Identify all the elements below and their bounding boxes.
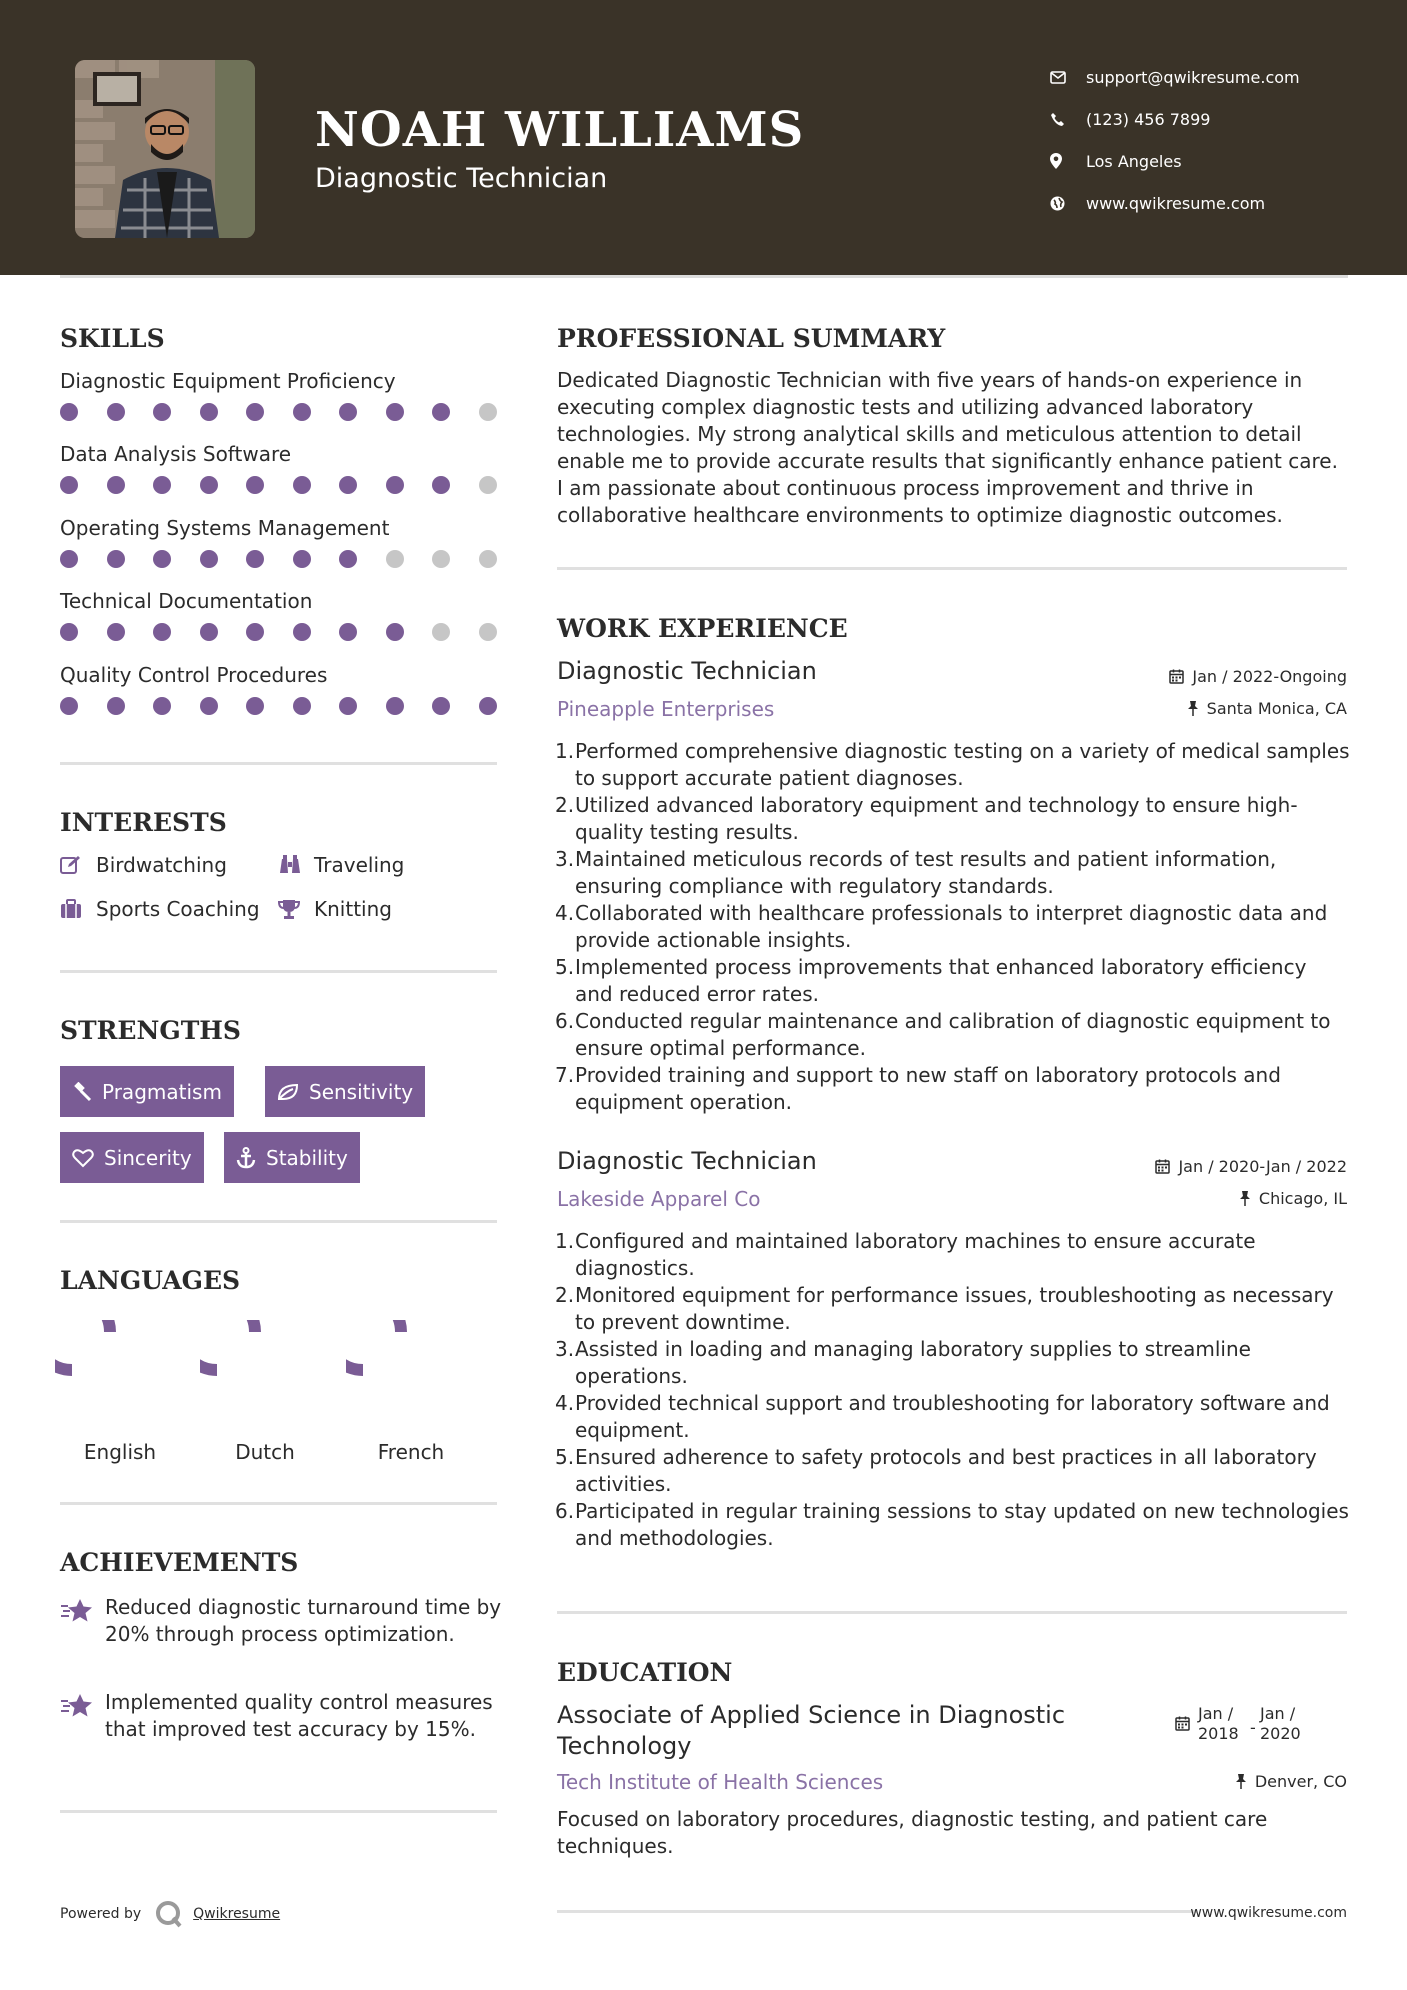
pushpin-icon (1187, 701, 1199, 716)
pushpin-icon (1239, 1191, 1251, 1206)
language-item (346, 1320, 476, 1464)
phone-icon (1050, 108, 1086, 130)
job-dates-text: Jan / 2020-Jan / 2022 (1178, 1157, 1347, 1176)
heart-icon (72, 1148, 94, 1168)
skill-dot (107, 623, 125, 641)
powered-by (60, 1900, 280, 1928)
trophy-icon (278, 899, 314, 919)
language-proficiency-arc (55, 1320, 110, 1370)
duty-item: 6. Participated in regular training sessions to stay updated on new technologies and methodologies. (555, 1499, 1349, 1550)
achievement-text: Implemented quality control measures that improved test accuracy by 15%. (105, 1690, 493, 1741)
skill-dot (246, 403, 264, 421)
skill-dot (479, 623, 497, 641)
duty-item: 2. Utilized advanced laboratory equipment and technology to ensure high-quality testing results. (555, 793, 1298, 844)
skill-dot (200, 697, 218, 715)
language-ring (200, 1320, 330, 1420)
degree-title: Associate of Applied Science in Diagnostic Technology (557, 1701, 1066, 1760)
interest-label: Traveling (314, 853, 405, 877)
language-proficiency-arc (346, 1320, 401, 1370)
skill-dot (432, 623, 450, 641)
language-item (55, 1320, 185, 1464)
skill-dot (107, 697, 125, 715)
experience-heading: WORK EXPERIENCE (557, 614, 848, 643)
duty-item: 4. Provided technical support and troubleshooting for laboratory software and equipment. (555, 1391, 1330, 1442)
skill-dot (107, 550, 125, 568)
candidate-name: NOAH WILLIAMS (315, 102, 805, 158)
job-duties (555, 738, 1350, 1116)
skill-dot (200, 403, 218, 421)
skill-dot (293, 476, 311, 494)
skill-dot (386, 550, 404, 568)
skill-rating (60, 403, 500, 421)
header-divider (60, 275, 1348, 278)
strengths-heading: STRENGTHS (60, 1016, 241, 1045)
skill-dot (153, 476, 171, 494)
skill-rating (60, 476, 500, 494)
language-name: French (377, 1440, 445, 1464)
languages-heading: LANGUAGES (60, 1266, 241, 1295)
skill-dot (432, 550, 450, 568)
calendar-icon (1155, 1159, 1170, 1174)
language-name: English (83, 1440, 157, 1464)
education-heading: EDUCATION (557, 1658, 733, 1687)
language-item (200, 1320, 330, 1464)
skill-dot (153, 403, 171, 421)
skill-name: Technical Documentation (60, 589, 313, 613)
skill-dot (293, 697, 311, 715)
strength-label: Pragmatism (102, 1079, 222, 1104)
job-duties (555, 1228, 1350, 1552)
skill-dot (246, 697, 264, 715)
skill-item (60, 369, 500, 421)
job-dates (1169, 667, 1347, 686)
company-name: Pineapple Enterprises (557, 697, 775, 721)
contact-email-text: support@qwikresume.com (1086, 67, 1300, 87)
summary-heading: PROFESSIONAL SUMMARY (557, 324, 946, 353)
globe-icon (1050, 192, 1086, 214)
skill-dot (432, 403, 450, 421)
skill-dot (293, 403, 311, 421)
skill-dot (153, 550, 171, 568)
skill-dot (153, 697, 171, 715)
contact-website-text: www.qwikresume.com (1086, 193, 1266, 213)
skill-dot (386, 403, 404, 421)
achievement-item (60, 1594, 510, 1648)
skill-dot (107, 476, 125, 494)
job-location (1239, 1189, 1347, 1208)
edit-icon (60, 855, 96, 875)
strength-label: Stability (266, 1145, 348, 1170)
skill-rating (60, 623, 500, 641)
skill-dot (200, 476, 218, 494)
language-name: Dutch (235, 1440, 295, 1464)
skill-item (60, 516, 500, 568)
interest-item (60, 853, 227, 877)
contact-phone-text: (123) 456 7899 (1086, 109, 1211, 129)
skill-dot (339, 403, 357, 421)
strength-tag (224, 1132, 360, 1183)
duty-item: 5. Implemented process improvements that enhanced laboratory efficiency and reduced error rates. (555, 955, 1307, 1006)
skill-dot (386, 697, 404, 715)
language-ring (55, 1320, 185, 1420)
duty-item: 5. Ensured adherence to safety protocols and best practices in all laboratory activities. (555, 1445, 1317, 1496)
contact-phone[interactable] (1050, 98, 1300, 140)
strength-tag (60, 1066, 234, 1117)
section-divider (60, 1502, 497, 1505)
interest-item (278, 897, 392, 921)
skill-dot (246, 550, 264, 568)
skill-item (60, 589, 500, 641)
achievement-item (60, 1689, 510, 1743)
skill-dot (60, 476, 78, 494)
interest-label: Birdwatching (96, 853, 227, 877)
envelope-icon (1050, 66, 1086, 88)
interest-item (60, 897, 260, 921)
skill-dot (200, 623, 218, 641)
achievement-text: Reduced diagnostic turnaround time by 20% through process optimization. (105, 1595, 502, 1646)
skill-dot (479, 476, 497, 494)
contact-location (1050, 140, 1300, 182)
duty-item: 6. Conducted regular maintenance and calibration of diagnostic equipment to ensure optimal performance. (555, 1009, 1331, 1060)
interest-label: Knitting (314, 897, 392, 921)
skill-item (60, 442, 500, 494)
education-location-text: Denver, CO (1254, 1772, 1347, 1791)
anchor-icon (236, 1147, 256, 1169)
school-name: Tech Institute of Health Sciences (557, 1770, 884, 1794)
skill-dot (200, 550, 218, 568)
education-dates: Jan / 2018 - Jan / 2020 (1175, 1704, 1312, 1744)
job-dates-text: Jan / 2022-Ongoing (1192, 667, 1347, 686)
skill-dot (60, 550, 78, 568)
skill-dot (386, 476, 404, 494)
binoculars-icon (278, 855, 314, 875)
skill-name: Diagnostic Equipment Proficiency (60, 369, 396, 393)
duty-item: 3. Assisted in loading and managing laboratory supplies to streamline operations. (555, 1337, 1251, 1388)
education-start: Jan / 2018 (1198, 1704, 1239, 1743)
job-title: Diagnostic Technician (557, 1147, 817, 1175)
job-location-text: Chicago, IL (1258, 1189, 1347, 1208)
star-icon (60, 1594, 105, 1648)
strength-label: Sensitivity (309, 1079, 414, 1104)
summary-text: Dedicated Diagnostic Technician with five years of hands-on experience in executing complex diagnostic tests and utilizing advanced laboratory technologies. My strong analytical skills and meticulous attention to detail enable me to provide accurate results that significantly enhance patient care. I am passionate about continuous process improvement and thrive in collaborative healthcare environments to optimize diagnostic outcomes. (557, 368, 1338, 527)
job-location-text: Santa Monica, CA (1206, 699, 1347, 718)
contact-location-text: Los Angeles (1086, 151, 1182, 171)
skill-dot (153, 623, 171, 641)
duty-item: 4. Collaborated with healthcare professionals to interpret diagnostic data and provide actionable insights. (555, 901, 1328, 952)
skill-dot (479, 403, 497, 421)
duty-item: 2. Monitored equipment for performance issues, troubleshooting as necessary to prevent downtime. (555, 1283, 1334, 1334)
briefcase-icon (60, 899, 96, 919)
skill-dot (339, 550, 357, 568)
duty-item: 1. Performed comprehensive diagnostic testing on a variety of medical samples to support accurate patient diagnoses. (555, 739, 1350, 790)
skill-dot (386, 623, 404, 641)
candidate-title: Diagnostic Technician (315, 163, 608, 194)
skill-dot (246, 623, 264, 641)
skill-dot (60, 697, 78, 715)
interest-label: Sports Coaching (96, 897, 260, 921)
duty-item: 7. Provided training and support to new staff on laboratory protocols and equipment operation. (555, 1063, 1281, 1114)
skill-item (60, 663, 500, 715)
footer-divider (557, 1910, 1197, 1913)
section-divider (60, 1810, 497, 1813)
calendar-icon (1175, 1704, 1190, 1744)
section-divider (60, 970, 497, 973)
footer-website[interactable]: www.qwikresume.com (1190, 1905, 1347, 1921)
job-dates (1155, 1157, 1347, 1176)
skill-rating (60, 697, 500, 715)
skill-name: Quality Control Procedures (60, 663, 328, 687)
skill-dot (60, 403, 78, 421)
contact-email[interactable] (1050, 56, 1300, 98)
skill-dot (432, 476, 450, 494)
contact-website[interactable] (1050, 182, 1300, 224)
language-ring (346, 1320, 476, 1420)
skill-dot (479, 697, 497, 715)
skill-rating (60, 550, 500, 568)
skill-dot (293, 550, 311, 568)
star-icon (60, 1689, 105, 1743)
skill-dot (432, 697, 450, 715)
section-divider (60, 1220, 497, 1223)
pushpin-icon (1235, 1774, 1247, 1789)
duty-item: 3. Maintained meticulous records of test results and patient information, ensuring compliance with regulatory standards. (555, 847, 1277, 898)
strength-tag (60, 1132, 204, 1183)
job-location (1187, 699, 1347, 718)
section-divider (60, 762, 497, 765)
resume-header (0, 0, 1407, 275)
company-name: Lakeside Apparel Co (557, 1187, 761, 1211)
profile-photo (75, 60, 255, 238)
skill-name: Data Analysis Software (60, 442, 292, 466)
skill-dot (246, 476, 264, 494)
job-title: Diagnostic Technician (557, 657, 817, 685)
strength-tag (265, 1066, 425, 1117)
skill-dot (293, 623, 311, 641)
skill-dot (479, 550, 497, 568)
interest-item (278, 853, 404, 877)
skill-dot (339, 476, 357, 494)
strength-label: Sincerity (104, 1145, 192, 1170)
map-pin-icon (1050, 150, 1086, 172)
education-description: Focused on laboratory procedures, diagnostic testing, and patient care techniques. (557, 1807, 1268, 1858)
skill-dot (339, 697, 357, 715)
language-proficiency-arc (200, 1320, 255, 1370)
duty-item: 1. Configured and maintained laboratory machines to ensure accurate diagnostics. (555, 1229, 1256, 1280)
skill-dot (107, 403, 125, 421)
education-location (1235, 1772, 1347, 1791)
qwikresume-logo-icon (155, 1900, 183, 1928)
gavel-icon (72, 1082, 92, 1102)
education-end: Jan / 2020 (1260, 1704, 1301, 1743)
calendar-icon (1169, 669, 1184, 684)
skill-dot (339, 623, 357, 641)
section-divider (557, 567, 1347, 570)
achievements-heading: ACHIEVEMENTS (60, 1548, 299, 1577)
qwikresume-link[interactable]: Qwikresume (193, 1906, 281, 1922)
skill-dot (60, 623, 78, 641)
powered-by-label: Powered by (60, 1906, 142, 1922)
interests-heading: INTERESTS (60, 808, 227, 837)
skills-heading: SKILLS (60, 324, 165, 353)
contact-list (1050, 56, 1300, 224)
skill-name: Operating Systems Management (60, 516, 390, 540)
section-divider (557, 1611, 1347, 1614)
leaf-icon (277, 1083, 299, 1101)
